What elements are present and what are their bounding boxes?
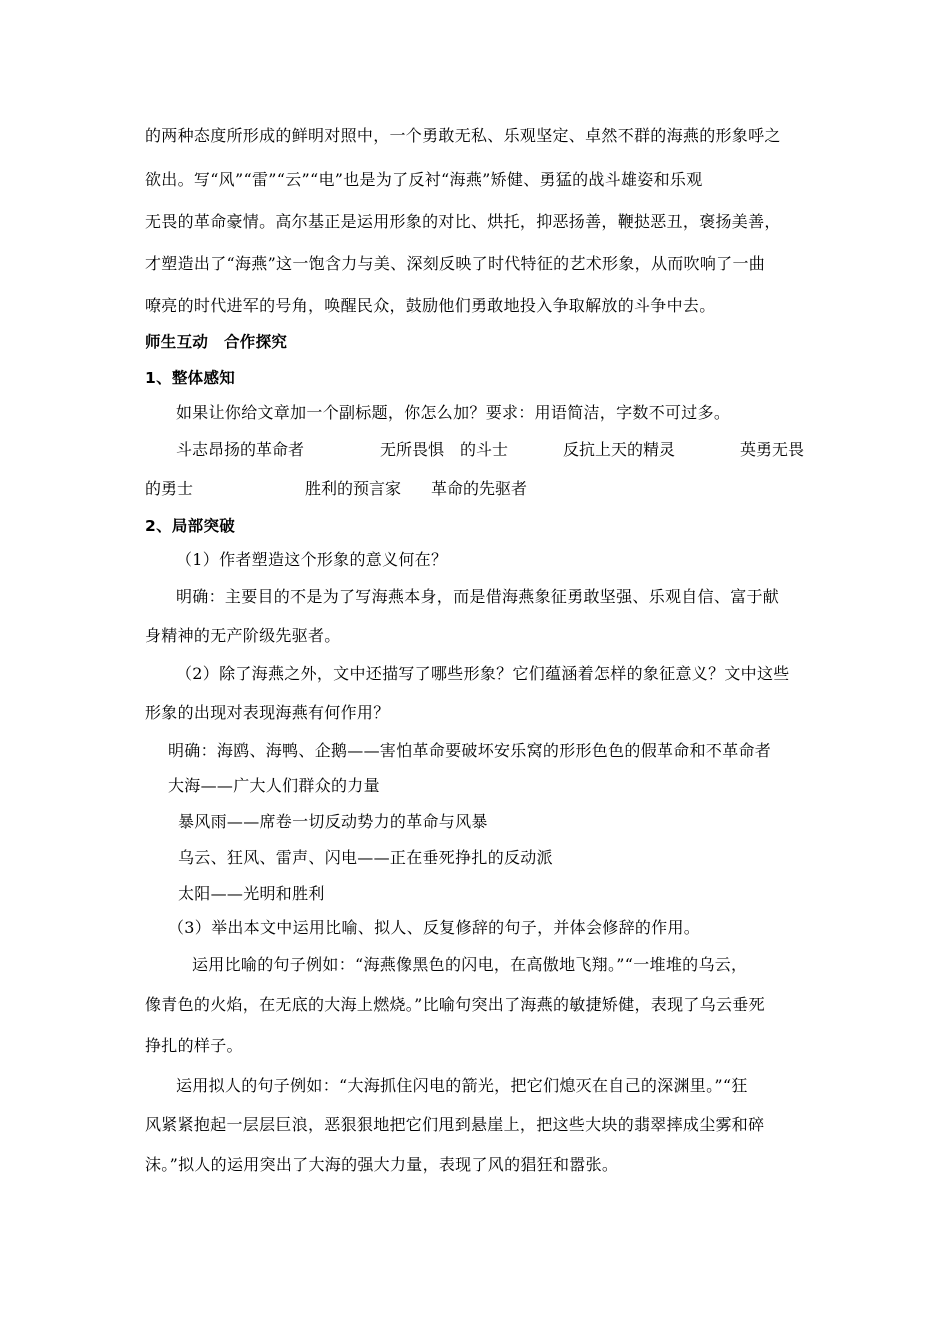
part1-answer-1: 斗志昂扬的革命者 (176, 440, 305, 459)
part2-a3-line-2: 像青色的火焰，在无底的大海上燃烧。”比喻句突出了海燕的敏捷矫健，表现了乌云垂死 (145, 995, 765, 1014)
part1-answer-7: 革命的先驱者 (431, 479, 528, 498)
intro-line-5: 嘹亮的时代进军的号角，唤醒民众，鼓励他们勇敢地投入争取解放的斗争中去。 (145, 296, 716, 315)
part2-a3-line-6: 沫。”拟人的运用突出了大海的强大力量，表现了风的猖狂和嚣张。 (145, 1155, 619, 1174)
part2-q3: （3）举出本文中运用比喻、拟人、反复修辞的句子，并体会修辞的作用。 (168, 918, 701, 937)
intro-line-1: 的两种态度所形成的鲜明对照中，一个勇敢无私、乐观坚定、卓然不群的海燕的形象呼之 (145, 126, 781, 145)
part2-q2-line-1: （2）除了海燕之外，文中还描写了哪些形象？它们蕴涵着怎样的象征意义？文中这些 (176, 664, 790, 683)
part2-q1: （1）作者塑造这个形象的意义何在？ (176, 550, 448, 569)
part2-heading: 2、局部突破 (145, 517, 236, 535)
part1-answer-3: 反抗上天的精灵 (563, 440, 676, 459)
part2-a2-line-2: 大海——广大人们群众的力量 (168, 776, 380, 795)
part1-answer-6: 胜利的预言家 (305, 479, 402, 498)
part2-a3-line-3: 挣扎的样子。 (145, 1036, 243, 1055)
part1-heading: 1、整体感知 (145, 369, 236, 387)
part2-a2-line-1: 明确：海鸥、海鸭、企鹅——害怕革命要破坏安乐窝的形形色色的假革命和不革命者 (168, 741, 772, 760)
part2-a2-line-5: 太阳——光明和胜利 (178, 884, 325, 903)
part2-a1-line-2: 身精神的无产阶级先驱者。 (145, 626, 341, 645)
section-title: 师生互动 合作探究 (145, 333, 288, 351)
part2-a2-line-4: 乌云、狂风、雷声、闪电——正在垂死挣扎的反动派 (178, 848, 553, 867)
part2-a3-line-1: 运用比喻的句子例如：“海燕像黑色的闪电，在高傲地飞翔。”“一堆堆的乌云， (192, 955, 748, 974)
part1-answer-4: 英勇无畏 (740, 440, 805, 459)
part2-q2-line-2: 形象的出现对表现海燕有何作用？ (145, 703, 390, 722)
intro-line-3: 无畏的革命豪情。高尔基正是运用形象的对比、烘托，抑恶扬善，鞭挞恶丑，褒扬美善， (145, 212, 781, 231)
intro-line-2: 欲出。写“风”“雷”“云”“电”也是为了反衬“海燕”矫健、勇猛的战斗雄姿和乐观 (145, 170, 703, 189)
part2-a3-line-4: 运用拟人的句子例如：“大海抓住闪电的箭光，把它们熄灭在自己的深渊里。”“狂 (176, 1076, 748, 1095)
part1-question: 如果让你给文章加一个副标题，你怎么加？要求：用语简洁，字数不可过多。 (176, 403, 731, 422)
intro-line-4: 才塑造出了“海燕”这一饱含力与美、深刻反映了时代特征的艺术形象，从而吹响了一曲 (145, 254, 766, 273)
part2-a2-line-3: 暴风雨——席卷一切反动势力的革命与风暴 (178, 812, 488, 831)
part2-a1-line-1: 明确：主要目的不是为了写海燕本身，而是借海燕象征勇敢坚强、乐观自信、富于献 (176, 587, 780, 606)
part1-answer-5: 的勇士 (145, 479, 194, 498)
part1-answer-2: 无所畏惧 的斗士 (380, 440, 509, 459)
part2-a3-line-5: 风紧紧抱起一层层巨浪，恶狠狠地把它们甩到悬崖上，把这些大块的翡翠摔成尘雾和碎 (145, 1115, 765, 1134)
